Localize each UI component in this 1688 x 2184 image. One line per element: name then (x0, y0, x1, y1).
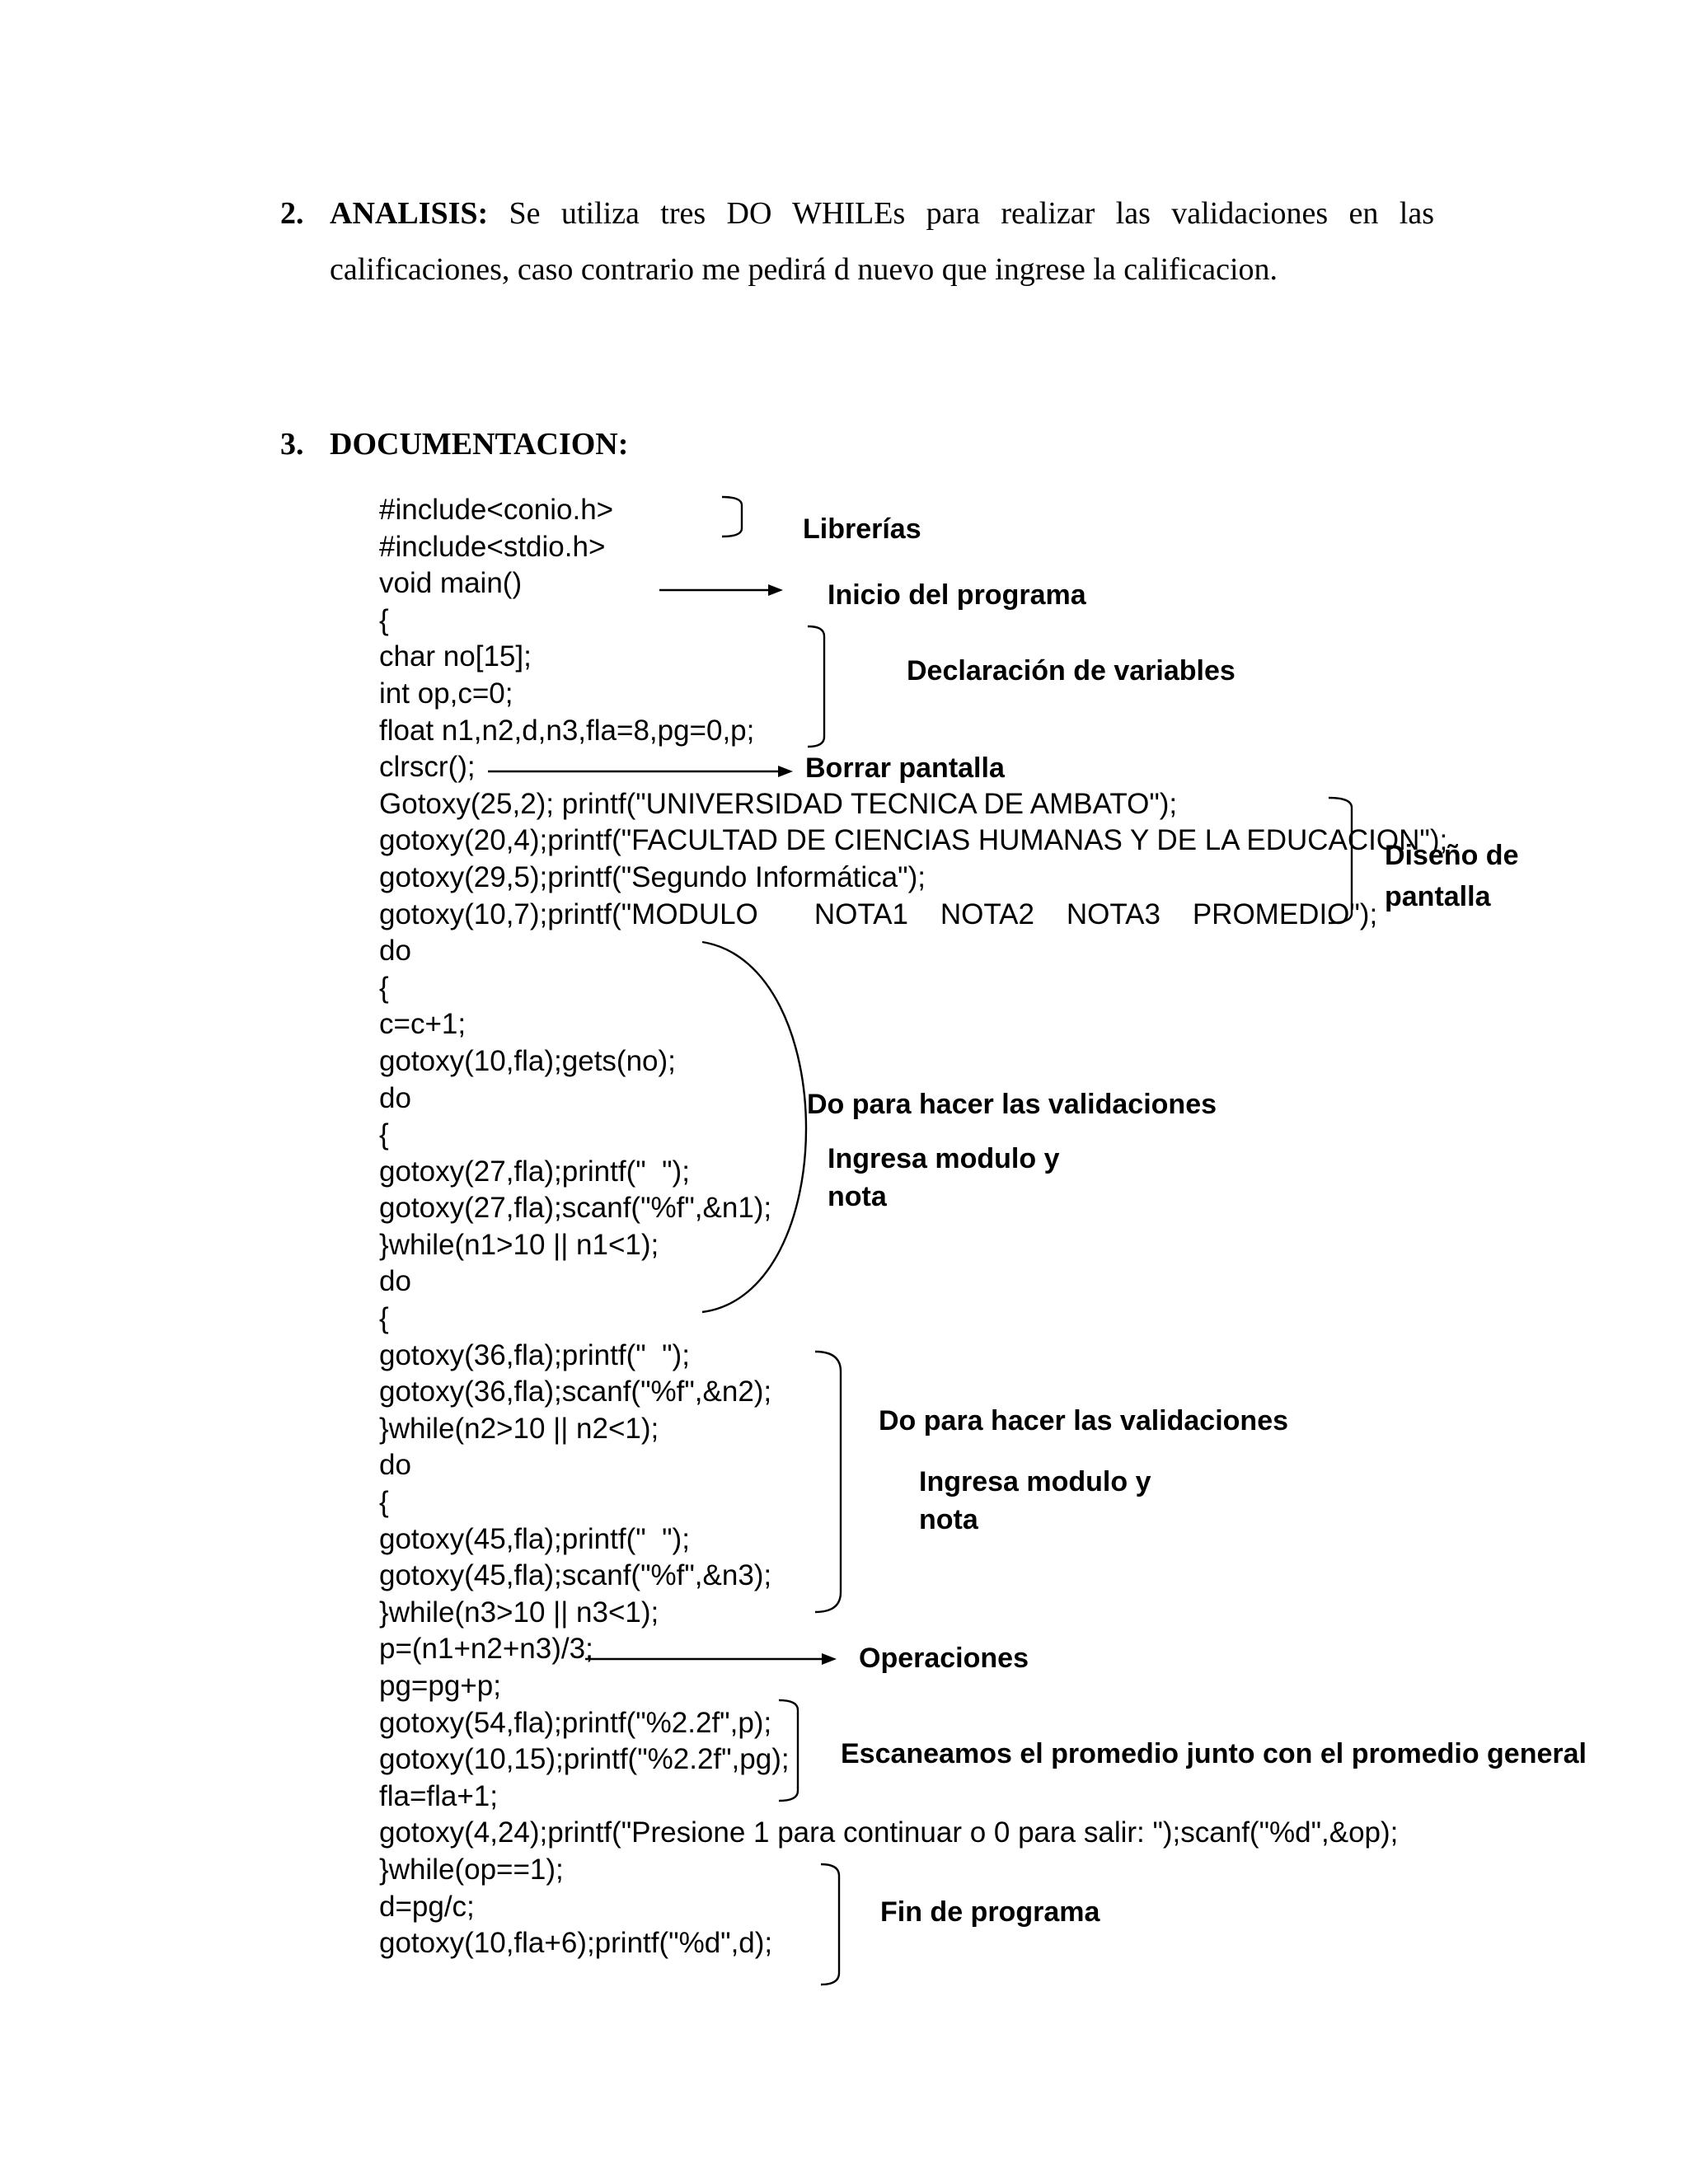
code-line: }while(n2>10 || n2<1); (379, 1412, 659, 1445)
code-line: Gotoxy(25,2); printf("UNIVERSIDAD TECNICA DE AMBATO"); (379, 787, 1178, 820)
code-line: int op,c=0; (379, 677, 513, 710)
code-line: float n1,n2,d,n3,fla=8,pg=0,p; (379, 714, 755, 747)
bracket-do-validaciones-2 (815, 1352, 841, 1612)
code-line: clrscr(); (379, 751, 476, 784)
code-line: gotoxy(4,24);printf("Presione 1 para continuar o 0 para salir: ");scanf("%d",&op); (379, 1816, 1399, 1849)
code-line: char no[15]; (379, 640, 532, 673)
code-line: { (379, 971, 389, 1004)
code-line: gotoxy(27,fla);scanf("%f",&n1); (379, 1192, 772, 1225)
bracket-escaneamos (779, 1700, 798, 1801)
annotation-borrar: Borrar pantalla (805, 752, 1005, 784)
code-line: pg=pg+p; (379, 1670, 501, 1702)
bracket-librerias (722, 497, 742, 537)
bracket-declaracion (808, 626, 824, 747)
code-line: void main() (379, 567, 523, 600)
arrow-operaciones-head (822, 1653, 837, 1665)
code-line: gotoxy(36,fla);printf(" "); (379, 1338, 690, 1371)
section-number: 2. (280, 196, 304, 231)
annotation-diseno-2: pantalla (1385, 881, 1491, 912)
section-number: 3. (280, 427, 304, 462)
section-title: DOCUMENTACION: (330, 427, 629, 462)
code-line: d=pg/c; (379, 1890, 475, 1923)
code-line: gotoxy(10,15);printf("%2.2f",pg); (379, 1743, 790, 1776)
code-line: #include<conio.h> (379, 494, 614, 526)
annotation-librerias: Librerías (803, 513, 921, 545)
code-line: { (379, 1302, 389, 1335)
code-line: }while(op==1); (379, 1853, 564, 1886)
annotation-do-validaciones-1: Do para hacer las validaciones (807, 1089, 1217, 1120)
code-line: gotoxy(10,fla);gets(no); (379, 1044, 676, 1077)
annotation-operaciones: Operaciones (859, 1643, 1029, 1674)
arrow-inicio-head (768, 584, 783, 596)
bracket-diseno (1329, 798, 1352, 923)
code-line: do (379, 1265, 411, 1298)
annotation-ingresa-1a: Ingresa modulo y (828, 1143, 1060, 1174)
code-line: }while(n3>10 || n3<1); (379, 1596, 659, 1629)
annotation-declaracion: Declaración de variables (907, 655, 1236, 687)
code-line: gotoxy(10,fla+6);printf("%d",d); (379, 1927, 773, 1960)
code-line: gotoxy(54,fla);printf("%2.2f",p); (379, 1706, 772, 1739)
analisis-line-2: calificaciones, caso contrario me pedirá d nuevo que ingrese la calificacion. (330, 252, 1278, 287)
analisis-text: Se utiliza tres DO WHILEs para realizar las validaciones en las (509, 196, 1434, 231)
code-line: gotoxy(20,4);printf("FACULTAD DE CIENCIAS HUMANAS Y DE LA EDUCACION"); (379, 824, 1448, 857)
code-line: gotoxy(29,5);printf("Segundo Informática"); (379, 860, 926, 893)
annotation-ingresa-2a: Ingresa modulo y (919, 1466, 1151, 1497)
bracket-do-validaciones-1 (702, 942, 806, 1312)
code-line: gotoxy(27,fla);printf(" "); (379, 1155, 690, 1188)
code-line: c=c+1; (379, 1008, 467, 1041)
code-line: p=(n1+n2+n3)/3; (379, 1633, 593, 1666)
code-line: gotoxy(36,fla);scanf("%f",&n2); (379, 1376, 772, 1408)
code-line: do (379, 935, 411, 968)
code-line: fla=fla+1; (379, 1779, 498, 1812)
code-line: }while(n1>10 || n1<1); (379, 1228, 659, 1261)
annotation-inicio: Inicio del programa (828, 579, 1086, 611)
code-line: gotoxy(10,7);printf("MODULO NOTA1 NOTA2 NOTA3 PROMEDIO"); (379, 898, 1378, 930)
code-line: { (379, 1486, 389, 1519)
annotation-fin: Fin de programa (880, 1896, 1100, 1928)
code-line: gotoxy(45,fla);printf(" "); (379, 1522, 690, 1555)
annotation-ingresa-2b: nota (919, 1504, 978, 1535)
annotation-do-validaciones-2: Do para hacer las validaciones (879, 1405, 1289, 1436)
section-title: ANALISIS: (330, 196, 489, 231)
annotation-diseno-1: Diseño de (1385, 840, 1519, 871)
code-line: { (379, 603, 389, 636)
code-line: do (379, 1081, 411, 1114)
bracket-fin (821, 1864, 839, 1985)
arrow-borrar-head (778, 766, 793, 777)
code-line: #include<stdio.h> (379, 530, 606, 563)
code-line: gotoxy(45,fla);scanf("%f",&n3); (379, 1559, 772, 1592)
annotation-ingresa-1b: nota (828, 1181, 887, 1212)
code-line: { (379, 1118, 389, 1151)
code-line: do (379, 1449, 411, 1482)
annotation-escaneamos: Escaneamos el promedio junto con el promedio general (841, 1738, 1587, 1769)
